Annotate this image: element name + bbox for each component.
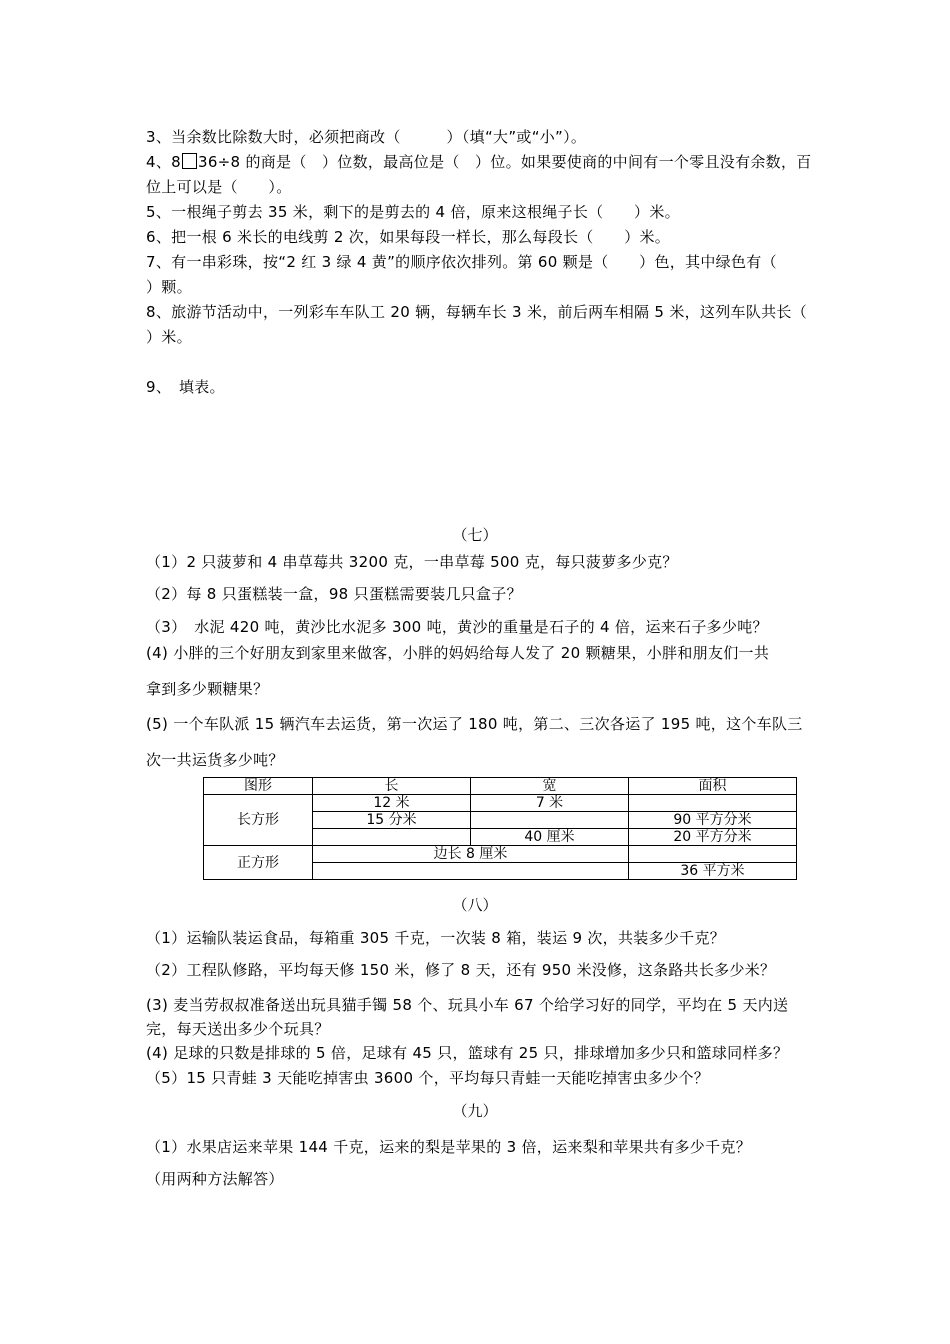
cell-length: 12 米 <box>313 795 471 812</box>
question-4-line1 <box>146 152 812 172</box>
square-label: 正方形 <box>204 846 313 880</box>
shape-area-table <box>203 777 797 880</box>
question-7-line2: ）颗。 <box>146 278 192 296</box>
question-4-prefix: 4、8 <box>146 153 181 171</box>
section-7-problem-3: （3） 水泥 420 吨，黄沙比水泥多 300 吨，黄沙的重量是石子的 4 倍，运来石子多少吨？ <box>146 618 768 636</box>
question-4-rest: 36÷8 的商是（ ）位数，最高位是（ ）位。如果要使商的中间有一个零且没有余数，百 <box>198 153 812 171</box>
section-8-title: （八） <box>452 896 498 914</box>
question-6: 6、把一根 6 米长的电线剪 2 次，如果每段一样长，那么每段长（ ）米。 <box>146 228 671 246</box>
question-3: 3、当余数比除数大时，必须把商改（ ）（填“大”或“小”）。 <box>146 128 587 146</box>
question-9: 9、 填表。 <box>146 378 225 396</box>
cell-width <box>471 812 629 829</box>
cell-area <box>629 846 797 863</box>
section-7-problem-5-line2: 次一共运货多少吨？ <box>146 751 284 769</box>
section-8-problem-3-line2: 完，每天送出多少个玩具？ <box>146 1020 330 1038</box>
cell-area <box>629 795 797 812</box>
table-row <box>204 795 797 812</box>
cell-width: 7 米 <box>471 795 629 812</box>
cell-side: 边长 8 厘米 <box>313 846 629 863</box>
cell-width: 40 厘米 <box>471 829 629 846</box>
question-8-line1: 8、旅游节活动中，一列彩车车队工 20 辆，每辆车长 3 米，前后两车相隔 5 米，这列车队共长（ <box>146 303 808 321</box>
section-9-title: （九） <box>452 1102 498 1120</box>
cell-side <box>313 863 629 880</box>
section-9-problem-1-note: （用两种方法解答） <box>146 1170 284 1188</box>
header-length: 长 <box>313 778 471 795</box>
header-width: 宽 <box>471 778 629 795</box>
section-7-problem-1: （1）2 只菠萝和 4 串草莓共 3200 克，一串草莓 500 克，每只菠萝多少克？ <box>146 553 678 571</box>
question-7-line1: 7、有一串彩珠，按“2 红 3 绿 4 黄”的顺序依次排列。第 60 颗是（ ）色，其中绿色有（ <box>146 253 777 271</box>
table-header-row <box>204 778 797 795</box>
table-row <box>204 846 797 863</box>
section-7-problem-2: （2）每 8 只蛋糕装一盒，98 只蛋糕需要装几只盒子？ <box>146 585 522 603</box>
section-7-problem-4-line1: (4) 小胖的三个好朋友到家里来做客，小胖的妈妈给每人发了 20 颗糖果，小胖和朋友们一共 <box>146 644 770 662</box>
header-area: 面积 <box>629 778 797 795</box>
section-7-problem-4-line2: 拿到多少颗糖果？ <box>146 680 269 698</box>
cell-area: 36 平方米 <box>629 863 797 880</box>
question-5: 5、一根绳子剪去 35 米，剩下的是剪去的 4 倍，原来这根绳子长（ ）米。 <box>146 203 680 221</box>
section-8-problem-4: (4) 足球的只数是排球的 5 倍，足球有 45 只，篮球有 25 只，排球增加多少只和篮球同样多？ <box>146 1044 789 1062</box>
cell-area: 90 平方分米 <box>629 812 797 829</box>
question-4-line2: 位上可以是（ ）。 <box>146 178 292 196</box>
header-shape: 图形 <box>204 778 313 795</box>
rectangle-label: 长方形 <box>204 795 313 846</box>
section-7-problem-5-line1: (5) 一个车队派 15 辆汽车去运货，第一次运了 180 吨，第二、三次各运了 195 吨，这个车队三 <box>146 715 803 733</box>
blank-digit-box <box>182 153 197 169</box>
cell-length <box>313 829 471 846</box>
section-8-problem-3-line1: (3) 麦当劳叔叔准备送出玩具猫手镯 58 个、玩具小车 67 个给学习好的同学，平均在 5 天内送 <box>146 996 789 1014</box>
section-9-problem-1: （1）水果店运来苹果 144 千克，运来的梨是苹果的 3 倍，运来梨和苹果共有多少千克？ <box>146 1138 751 1156</box>
section-8-problem-2: （2）工程队修路，平均每天修 150 米，修了 8 天，还有 950 米没修，这条路共长多少米？ <box>146 961 776 979</box>
cell-area: 20 平方分米 <box>629 829 797 846</box>
section-8-problem-5: （5）15 只青蛙 3 天能吃掉害虫 3600 个，平均每只青蛙一天能吃掉害虫多少个？ <box>146 1069 710 1087</box>
question-8-line2: ）米。 <box>146 328 192 346</box>
cell-length: 15 分米 <box>313 812 471 829</box>
section-8-problem-1: （1）运输队装运食品，每箱重 305 千克，一次装 8 箱，装运 9 次，共装多少千克？ <box>146 929 726 947</box>
section-7-title: （七） <box>452 526 498 544</box>
